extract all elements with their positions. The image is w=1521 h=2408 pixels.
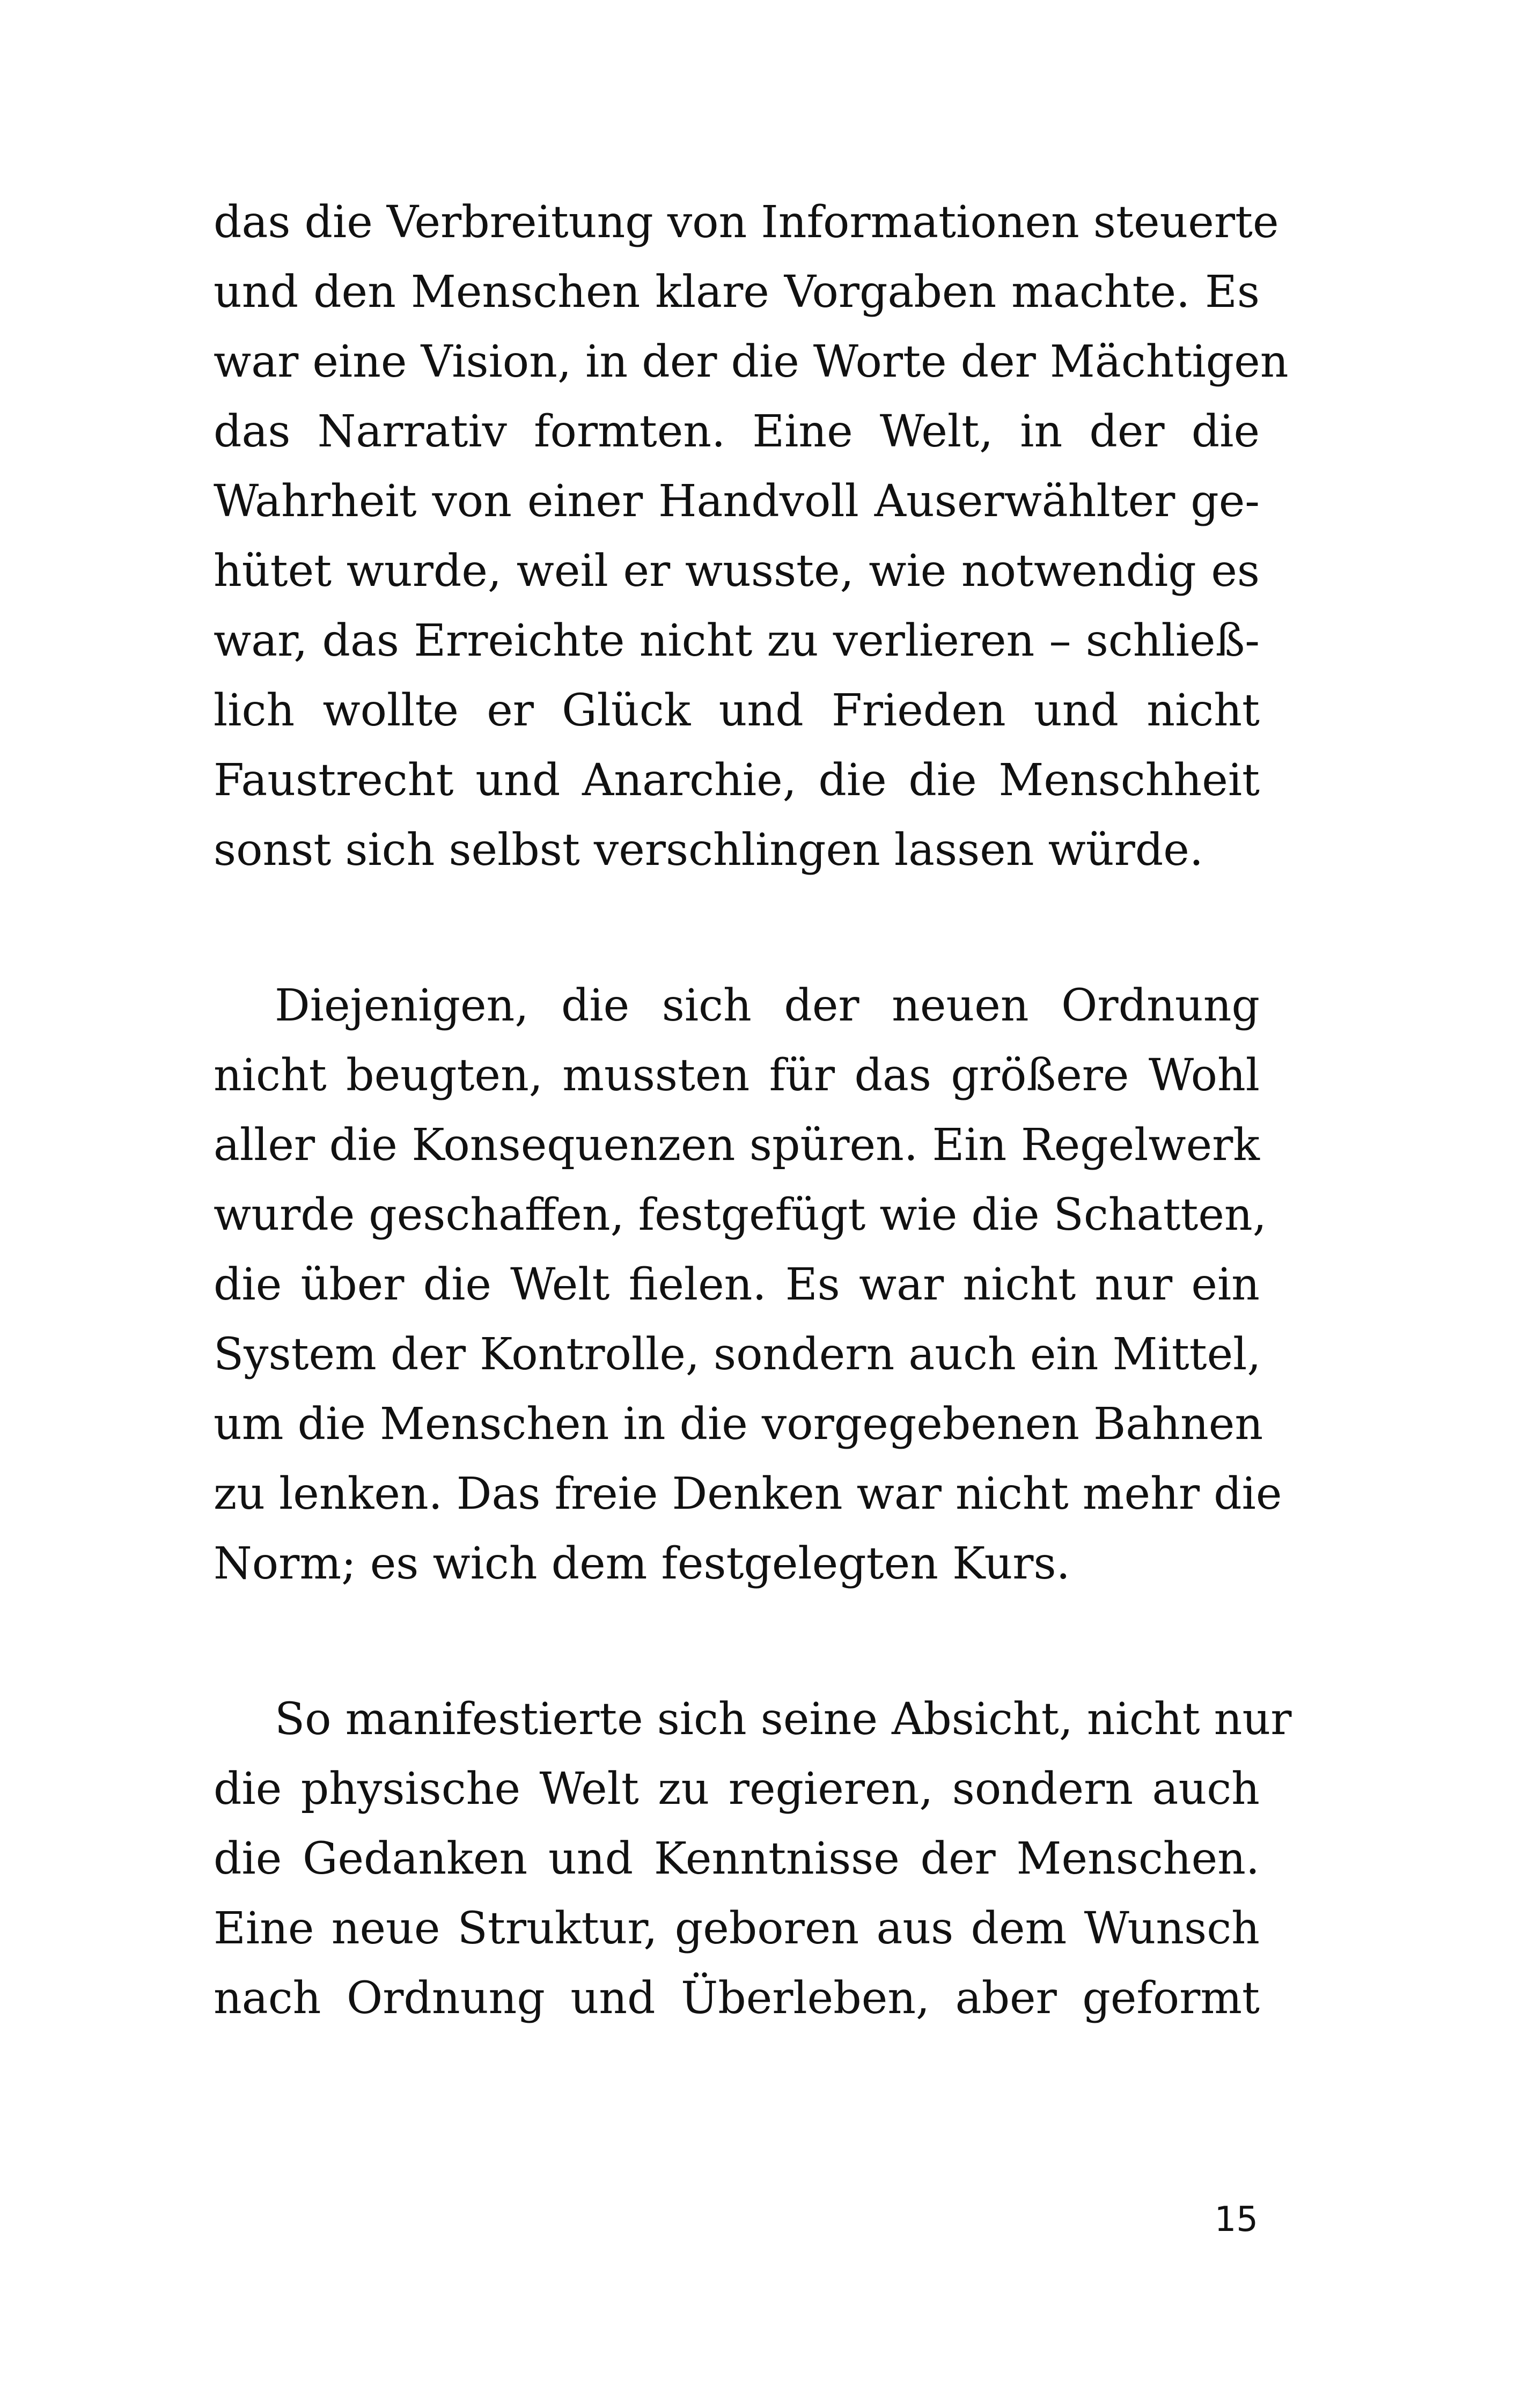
text-line: die physische Welt zu regieren, sondern auch <box>214 1764 1260 1815</box>
text-line: das Narrativ formten. Eine Welt, in der die <box>214 406 1260 457</box>
text-line: Norm; es wich dem festgelegten Kurs. <box>214 1538 1070 1589</box>
text-line: nach Ordnung und Überleben, aber geformt <box>214 1973 1260 2024</box>
text-line: war eine Vision, in der die Worte der Mächtigen <box>214 336 1289 387</box>
paragraph-1 <box>214 188 1289 885</box>
text-line: Wahrheit von einer Handvoll Auserwählter ge- <box>214 476 1260 527</box>
text-line: das die Verbreitung von Informationen steuerte <box>214 197 1279 248</box>
text-line: Eine neue Struktur, geboren aus dem Wunsch <box>214 1903 1260 1954</box>
paragraph-2 <box>214 971 1282 1599</box>
text-line: lich wollte er Glück und Frieden und nicht <box>214 685 1260 736</box>
text-line: um die Menschen in die vorgegebenen Bahnen <box>214 1399 1263 1450</box>
text-line: hütet wurde, weil er wusste, wie notwendig es <box>214 546 1260 597</box>
text-line: zu lenken. Das freie Denken war nicht mehr die <box>214 1469 1282 1519</box>
text-line: war, das Erreichte nicht zu verlieren – schließ- <box>214 615 1260 666</box>
text-line: aller die Konsequenzen spüren. Ein Regelwerk <box>214 1120 1260 1171</box>
text-line: die über die Welt fielen. Es war nicht nur ein <box>214 1259 1260 1310</box>
text-line: System der Kontrolle, sondern auch ein Mittel, <box>214 1329 1261 1380</box>
text-line: So manifestierte sich seine Absicht, nicht nur <box>275 1694 1292 1745</box>
text-line: die Gedanken und Kenntnisse der Menschen. <box>214 1833 1260 1884</box>
text-line: sonst sich selbst verschlingen lassen würde. <box>214 825 1203 876</box>
text-line: und den Menschen klare Vorgaben machte. Es <box>214 267 1260 318</box>
text-line: Diejenigen, die sich der neuen Ordnung <box>275 980 1260 1031</box>
page-number: 15 <box>1214 2200 1258 2240</box>
text-line: wurde geschaffen, festgefügt wie die Schatten, <box>214 1190 1267 1240</box>
text-line: nicht beugten, mussten für das größere Wohl <box>214 1050 1260 1101</box>
paragraph-3 <box>214 1685 1292 2033</box>
text-line: Faustrecht und Anarchie, die die Menschheit <box>214 755 1260 806</box>
